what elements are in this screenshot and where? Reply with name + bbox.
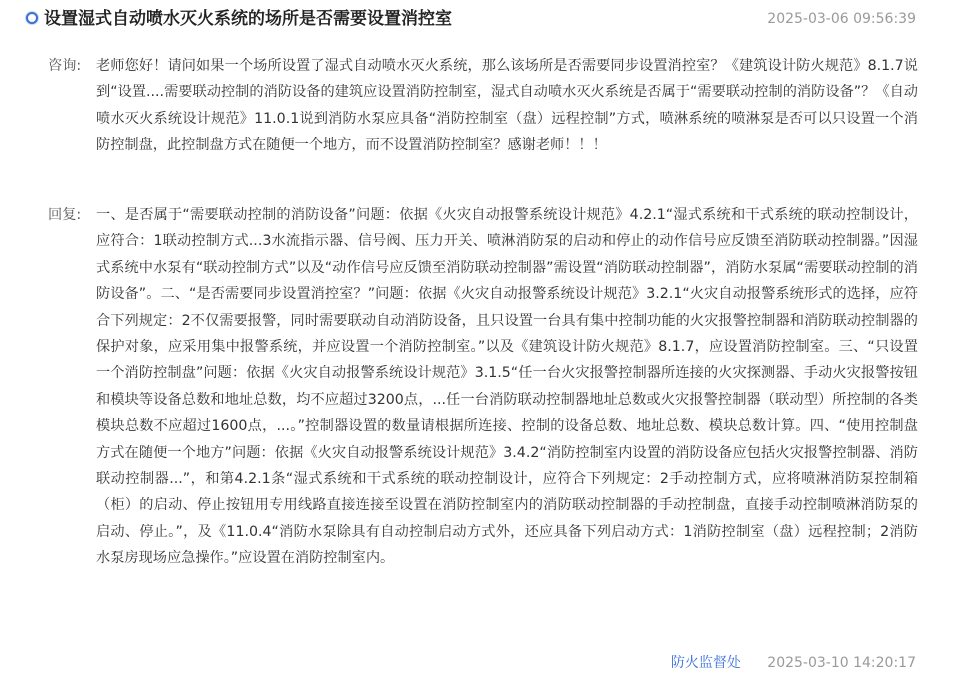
question-date: 2025-03-06 09:56:39: [767, 11, 916, 27]
question-label: 咨询:: [48, 58, 82, 74]
answer-label: 回复:: [48, 207, 82, 223]
question-text: 老师您好！请问如果一个场所设置了湿式自动喷水灭火系统，那么该场所是否需要同步设置消控室？《建筑设计防火规范》8.1.7说到“设置....需要联动控制的消防设备的建筑应设置消防控制室，湿式自动喷水灭火系统是否属于“需要联动控制的消防设备”？《自动喷水灭火系统设计规范》11.0.1说到消防水泵应具备“消防控制室（盘）远程控制”方式，喷淋系统的喷淋泵是否可以只设置一个消防控制盘，此控制盘方式在随便一个地方，而不设置消防控制室？感谢老师！！！: [96, 58, 918, 154]
answer-text: 一、是否属于“需要联动控制的消防设备”问题：依据《火灾自动报警系统设计规范》4.2.1“湿式系统和干式系统的联动控制设计，应符合：1联动控制方式...3水流指示器、信号阀、压力开关、喷淋消防泵的启动和停止的动作信号应反馈至消防联动控制器。”因湿式系统中水泵有“联动控制方式”以及“动作信号应反馈至消防联动控制器”需设置“消防联动控制器”，消防水泵属“需要联动控制的消防设备”。二、“是否需要同步设置消控室？”问题：依据《火灾自动报警系统设计规范》3.2.1“火灾自动报警系统形式的选择，应符合下列规定：2不仅需要报警，同时需要联动自动消防设备，且只设置一台具有集中控制功能的火灾报警控制器和消防联动控制器的保护对象，应采用集中报警系统，并应设置一个消防控制室。”以及《建筑设计防火规范》8.1.7，应设置消防控制室。三、“只设置一个消防控制盘”问题：依据《火灾自动报警系统设计规范》3.1.5“任一台火灾报警控制器所连接的火灾探测器、手动火灾报警按钮和模块等设备总数和地址总数，均不应超过3200点，...任一台消防联动控制器地址总数或火灾报警控制器（联动型）所控制的各类模块总数不应超过1600点，...。”控制器设置的数量请根据所连接、控制的设备总数、地址总数、模块总数计算。四、“使用控制盘方式在随便一个地方”问题：依据《火灾自动报警系统设计规范》3.4.2“消防控制室内设置的消防设备应包括火灾报警控制器、消防联动控制器...”，和第4.2.1条“湿式系统和干式系统的联动控制设计，应符合下列规定：2手动控制方式，应将喷淋消防泵控制箱（柜）的启动、停止按钮用专用线路直接连接至设置在消防控制室内的消防联动控制器的手动控制盘，直接手动控制喷淋消防泵的启动、停止。”，及《11.0.4“消防水泵除具有自动控制启动方式外，还应具备下列启动方式：1消防控制室（盘）远程控制；2消防水泵房现场应急操作。”应设置在消防控制室内。: [96, 207, 918, 567]
responder-name: 防火监督处: [670, 655, 741, 671]
question-section: [48, 53, 918, 159]
answer-section: [48, 202, 918, 572]
reply-date: 2025-03-10 14:20:17: [767, 655, 916, 671]
circle-bullet-icon: [26, 12, 38, 24]
question-title[interactable]: 设置湿式自动喷水灭火系统的场所是否需要设置消控室: [44, 9, 452, 29]
question-header: [26, 6, 916, 32]
answer-footer: [671, 652, 916, 674]
